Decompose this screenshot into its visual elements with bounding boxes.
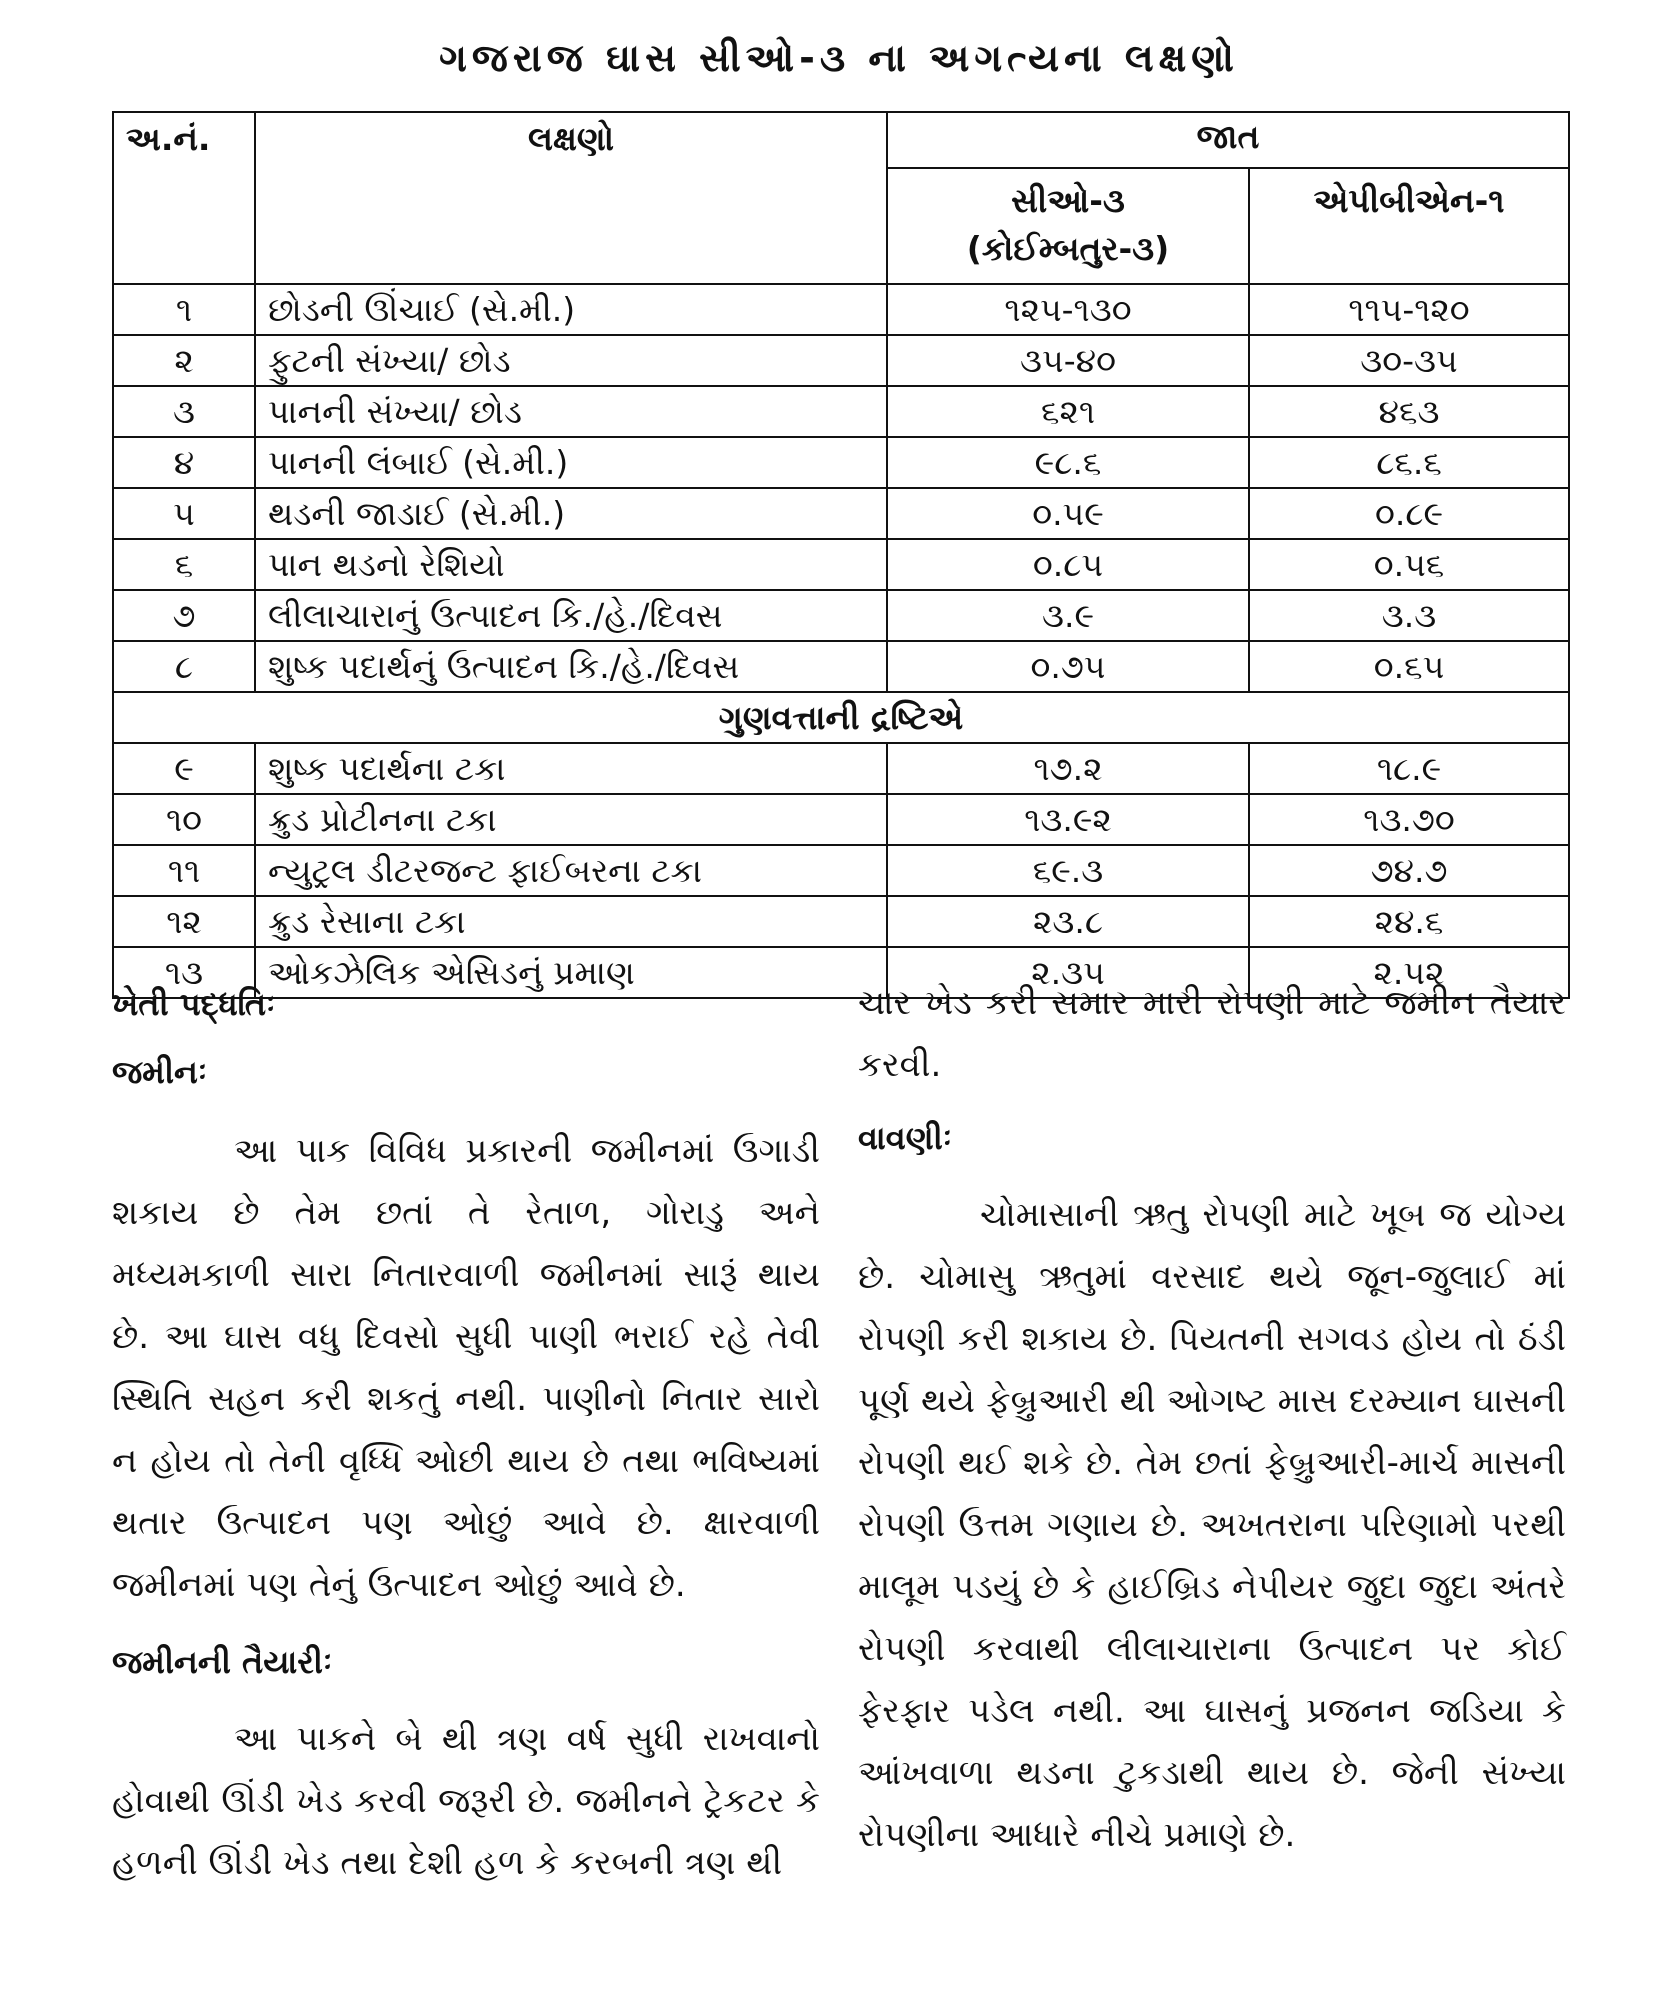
row-value-apbn1: ૦.૮૯ xyxy=(1249,488,1569,539)
row-value-co3: ૧૭.૨ xyxy=(887,743,1249,794)
row-characteristic: પાનની લંબાઈ (સે.મી.) xyxy=(255,437,887,488)
row-characteristic: ક્રુડ પ્રોટીનના ટકા xyxy=(255,794,887,845)
row-serial-no: ૧૩ xyxy=(113,947,255,998)
header-variety: જાત xyxy=(887,112,1569,168)
row-value-apbn1: ૩૦-૩૫ xyxy=(1249,335,1569,386)
table-row xyxy=(113,386,1569,437)
row-value-apbn1: ૨૪.૬ xyxy=(1249,896,1569,947)
row-serial-no: ૪ xyxy=(113,437,255,488)
header-serial-no: અ.નં. xyxy=(113,112,255,284)
paragraph-preparation-continued: ચાર ખેડ કરી સમાર મારી રોપણી માટે જમીન તૈયાર કરવી. xyxy=(858,983,1566,1085)
header-variety-co3 xyxy=(887,168,1249,284)
row-serial-no: ૧૨ xyxy=(113,896,255,947)
row-value-apbn1: ૧૩.૭૦ xyxy=(1249,794,1569,845)
row-characteristic: ફુટની સંખ્યા/ છોડ xyxy=(255,335,887,386)
row-value-co3: ૧૩.૯૨ xyxy=(887,794,1249,845)
row-characteristic: લીલાચારાનું ઉત્પાદન કિ./હે./દિવસ xyxy=(255,590,887,641)
row-characteristic: ન્યુટ્રલ ડીટરજન્ટ ફાઈબરના ટકા xyxy=(255,845,887,896)
heading-land: જમીનઃ xyxy=(112,1053,208,1091)
right-column xyxy=(858,984,1566,1974)
row-serial-no: ૯ xyxy=(113,743,255,794)
header-variety-apbn1: એપીબીએન-૧ xyxy=(1249,168,1569,284)
row-value-apbn1: ૦.૫૬ xyxy=(1249,539,1569,590)
row-value-co3: ૦.૭૫ xyxy=(887,641,1249,692)
row-characteristic: પાનની સંખ્યા/ છોડ xyxy=(255,386,887,437)
section-row xyxy=(113,692,1569,743)
row-value-apbn1: ૨.૫૨ xyxy=(1249,947,1569,998)
row-value-apbn1: ૮૬.૬ xyxy=(1249,437,1569,488)
row-value-co3: ૯૮.૬ xyxy=(887,437,1249,488)
row-value-co3: ૦.૮૫ xyxy=(887,539,1249,590)
row-serial-no: ૧ xyxy=(113,284,255,335)
table-row xyxy=(113,845,1569,896)
heading-land-preparation: જમીનની તૈયારીઃ xyxy=(112,1643,333,1681)
page-title: ગજરાજ ઘાસ સીઓ-૩ ના અગત્યના લક્ષણો xyxy=(439,36,1239,80)
section-quality: ગુણવત્તાની દ્રષ્ટિએ xyxy=(113,692,1569,743)
row-serial-no: ૧૧ xyxy=(113,845,255,896)
paragraph-land: આ પાક વિવિધ પ્રકારની જમીનમાં ઉગાડી શકાય છે તેમ છતાં તે રેતાળ, ગોરાડુ અને મધ્યમકાળી સારા નિતારવાળી જમીનમાં સારૂં થાય છે. આ ઘાસ વધુ દિવસો સુધી પાણી ભરાઈ રહે તેવી સ્થિતિ સહન કરી શકતું નથી. પાણીનો નિતાર સારો ન હોય તો તેની વૃધ્ધિ ઓછી થાય છે તથા ભવિષ્યમાં થતાર ઉત્પાદન પણ ઓછું આવે છે. ક્ષારવાળી જમીનમાં પણ તેનું ઉત્પાદન ઓછું આવે છે. xyxy=(112,1131,820,1605)
variety-co3-alias: (કોઈમ્બતુર-૩) xyxy=(966,229,1170,268)
row-serial-no: ૨ xyxy=(113,335,255,386)
table-row xyxy=(113,896,1569,947)
row-value-co3: ૩૫-૪૦ xyxy=(887,335,1249,386)
paragraph-sowing: ચોમાસાની ઋતુ રોપણી માટે ખૂબ જ યોગ્ય છે. ચોમાસુ ઋતુમાં વરસાદ થયે જૂન-જુલાઈ માં રોપણી કરી શકાય છે. પિયતની સગવડ હોય તો ઠંડી પૂર્ણ થયે ફેબ્રુઆરી થી ઓગષ્ટ માસ દરમ્યાન ઘાસની રોપણી થઈ શકે છે. તેમ છતાં ફેબ્રુઆરી-માર્ચ માસની રોપણી ઉત્તમ ગણાય છે. અખતરાના પરિણામો પરથી માલૂમ પડયું છે કે હાઈબ્રિડ નેપીયર જુદા જુદા અંતરે રોપણી કરવાથી લીલાચારાના ઉત્પાદન પર કોઈ ફેરફાર પડેલ નથી. આ ઘાસનું પ્રજનન જડિયા કે આંખવાળા થડના ટુકડાથી થાય છે. જેની સંખ્યા રોપણીના આધારે નીચે પ્રમાણે છે. xyxy=(858,1195,1566,1855)
row-value-co3: ૦.૫૯ xyxy=(887,488,1249,539)
row-serial-no: ૧૦ xyxy=(113,794,255,845)
row-value-apbn1: ૪૬૩ xyxy=(1249,386,1569,437)
row-value-apbn1: ૧૮.૯ xyxy=(1249,743,1569,794)
row-serial-no: ૫ xyxy=(113,488,255,539)
row-characteristic: ઓકઝેલિક એસિડનું પ્રમાણ xyxy=(255,947,887,998)
paragraph-land-preparation: આ પાકને બે થી ત્રણ વર્ષ સુધી રાખવાનો હોવાથી ઊંડી ખેડ કરવી જરૂરી છે. જમીનને ટ્રેકટર કે હળની ઊંડી ખેડ તથા દેશી હળ કે કરબની ત્રણ થી xyxy=(112,1719,820,1883)
row-serial-no: ૭ xyxy=(113,590,255,641)
row-value-co3: ૩.૯ xyxy=(887,590,1249,641)
row-value-apbn1: ૦.૬૫ xyxy=(1249,641,1569,692)
row-characteristic: શુષ્ક પદાર્થના ટકા xyxy=(255,743,887,794)
variety-co3-name: સીઓ-૩ xyxy=(1011,181,1125,220)
row-characteristic: ક્રુડ રેસાના ટકા xyxy=(255,896,887,947)
row-characteristic: છોડની ઊંચાઈ (સે.મી.) xyxy=(255,284,887,335)
table-row xyxy=(113,335,1569,386)
row-value-apbn1: ૧૧૫-૧૨૦ xyxy=(1249,284,1569,335)
table-row xyxy=(113,590,1569,641)
row-value-co3: ૨.૩૫ xyxy=(887,947,1249,998)
characteristics-table xyxy=(112,111,1570,999)
row-value-co3: ૬૨૧ xyxy=(887,386,1249,437)
row-characteristic: શુષ્ક પદાર્થનું ઉત્પાદન કિ./હે./દિવસ xyxy=(255,641,887,692)
row-value-apbn1: ૩.૩ xyxy=(1249,590,1569,641)
row-characteristic: થડની જાડાઈ (સે.મી.) xyxy=(255,488,887,539)
heading-farming-method: ખેતી પદ્ધતિઃ xyxy=(112,985,276,1023)
row-value-apbn1: ૭૪.૭ xyxy=(1249,845,1569,896)
table-row xyxy=(113,284,1569,335)
row-serial-no: ૬ xyxy=(113,539,255,590)
heading-sowing: વાવણીઃ xyxy=(858,1119,952,1157)
row-serial-no: ૮ xyxy=(113,641,255,692)
row-serial-no: ૩ xyxy=(113,386,255,437)
row-value-co3: ૧૨૫-૧૩૦ xyxy=(887,284,1249,335)
table-row xyxy=(113,488,1569,539)
row-characteristic: પાન થડનો રેશિયો xyxy=(255,539,887,590)
row-value-co3: ૨૩.૮ xyxy=(887,896,1249,947)
table-row xyxy=(113,539,1569,590)
table-header-row xyxy=(113,112,1569,168)
row-value-co3: ૬૯.૩ xyxy=(887,845,1249,896)
header-characteristics: લક્ષણો xyxy=(255,112,887,284)
left-column xyxy=(112,984,820,1974)
table-row xyxy=(113,743,1569,794)
table-row xyxy=(113,641,1569,692)
table-row xyxy=(113,794,1569,845)
table-row xyxy=(113,437,1569,488)
